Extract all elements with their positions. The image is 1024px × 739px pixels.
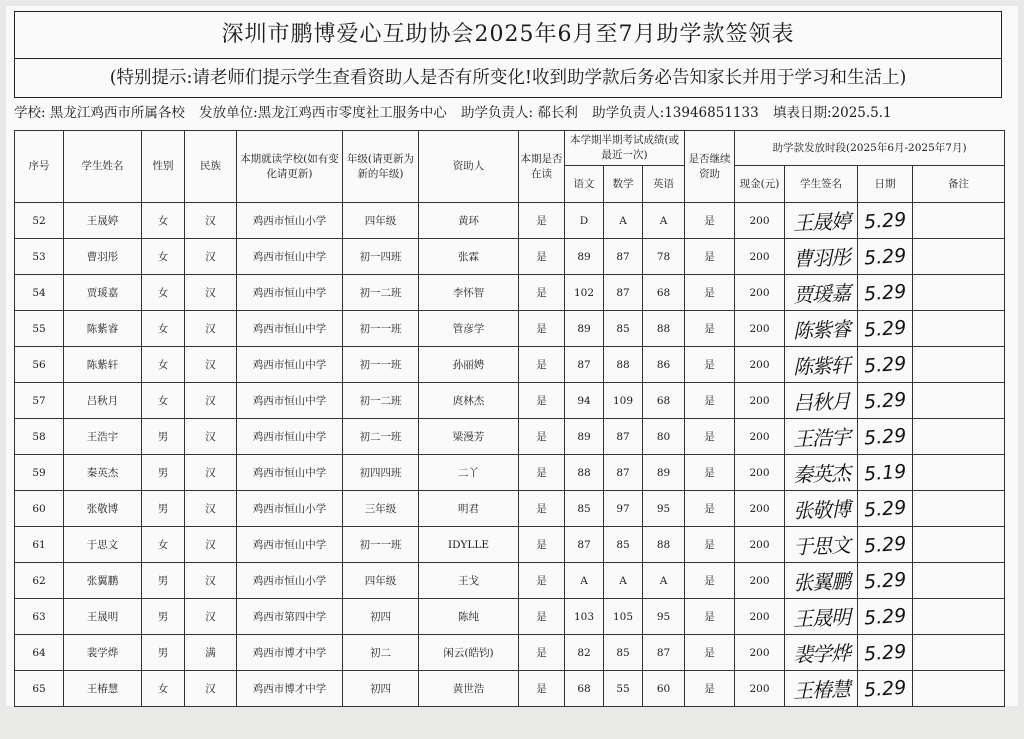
cell-date [858, 275, 913, 311]
handwritten-date: 5.29 [863, 496, 907, 521]
header-english: 英语 [643, 166, 685, 203]
cell-gender: 男 [142, 563, 185, 599]
cell-remarks [913, 203, 1005, 239]
form-title: 深圳市鹏博爱心互助协会2025年6月至7月助学款签领表 [14, 11, 1002, 58]
cell-date [858, 383, 913, 419]
cell-english: 68 [643, 275, 685, 311]
cell-remarks [913, 563, 1005, 599]
cell-ethnicity: 汉 [185, 311, 237, 347]
handwritten-signature: 王椿慧 [792, 677, 850, 703]
cell-math: 85 [604, 311, 643, 347]
cell-math: 85 [604, 635, 643, 671]
handwritten-date: 5.29 [863, 424, 907, 449]
cell-cash: 200 [735, 527, 785, 563]
cell-ethnicity: 汉 [185, 383, 237, 419]
cell-signature [785, 491, 858, 527]
cell-english: 95 [643, 491, 685, 527]
cell-math: 85 [604, 527, 643, 563]
cell-date [858, 491, 913, 527]
cell-cash: 200 [735, 599, 785, 635]
cell-date [858, 599, 913, 635]
cell-date [858, 455, 913, 491]
cell-continue: 是 [685, 599, 735, 635]
cell-sponsor: 黄世浩 [419, 671, 519, 707]
cell-date [858, 311, 913, 347]
cell-school: 鸡西市恒山小学 [237, 491, 343, 527]
cell-no: 63 [15, 599, 64, 635]
header-gender: 性别 [142, 131, 185, 203]
aid-table [14, 130, 1005, 707]
cell-enrolled: 是 [519, 455, 565, 491]
handwritten-date: 5.29 [863, 316, 907, 341]
cell-english: A [643, 203, 685, 239]
cell-no: 62 [15, 563, 64, 599]
cell-sponsor: 黄环 [419, 203, 519, 239]
cell-english: 80 [643, 419, 685, 455]
cell-grade: 初一二班 [343, 275, 419, 311]
cell-english: 89 [643, 455, 685, 491]
handwritten-date: 5.29 [863, 568, 907, 593]
table-row [15, 599, 1005, 635]
cell-enrolled: 是 [519, 275, 565, 311]
cell-remarks [913, 383, 1005, 419]
cell-signature [785, 419, 858, 455]
handwritten-signature: 王晟婷 [792, 209, 850, 235]
table-row [15, 239, 1005, 275]
cell-name: 吕秋月 [64, 383, 142, 419]
cell-name: 陈紫睿 [64, 311, 142, 347]
cell-remarks [913, 527, 1005, 563]
cell-sponsor: 闲云(皓钧) [419, 635, 519, 671]
cell-school: 鸡西市恒山小学 [237, 203, 343, 239]
header-no: 序号 [15, 131, 64, 203]
handwritten-date: 5.29 [863, 208, 907, 233]
table-row [15, 671, 1005, 707]
cell-gender: 女 [142, 311, 185, 347]
cell-grade: 初一一班 [343, 311, 419, 347]
cell-gender: 女 [142, 203, 185, 239]
issuer-info: 发放单位:黑龙江鸡西市零度社工服务中心 [199, 105, 447, 121]
cell-enrolled: 是 [519, 491, 565, 527]
cell-name: 曹羽彤 [64, 239, 142, 275]
cell-no: 65 [15, 671, 64, 707]
cell-gender: 男 [142, 419, 185, 455]
cell-gender: 女 [142, 347, 185, 383]
cell-date [858, 239, 913, 275]
cell-cash: 200 [735, 383, 785, 419]
table-row [15, 383, 1005, 419]
header-remarks: 备注 [913, 166, 1005, 203]
cell-remarks [913, 347, 1005, 383]
cell-grade: 初一一班 [343, 347, 419, 383]
cell-chinese: 88 [565, 455, 604, 491]
cell-ethnicity: 汉 [185, 527, 237, 563]
handwritten-date: 5.29 [863, 604, 907, 629]
form-info-line [14, 98, 1004, 128]
cell-gender: 女 [142, 527, 185, 563]
cell-english: 95 [643, 599, 685, 635]
handwritten-signature: 贾瑗嘉 [792, 281, 850, 307]
cell-math: 109 [604, 383, 643, 419]
handwritten-date: 5.29 [863, 640, 907, 665]
cell-name: 张翼鹏 [64, 563, 142, 599]
cell-enrolled: 是 [519, 239, 565, 275]
header-school: 本期就读学校(如有变化请更新) [237, 131, 343, 203]
header-sponsor: 资助人 [419, 131, 519, 203]
cell-cash: 200 [735, 455, 785, 491]
cell-signature [785, 239, 858, 275]
cell-no: 61 [15, 527, 64, 563]
cell-remarks [913, 599, 1005, 635]
handwritten-date: 5.29 [863, 280, 907, 305]
cell-signature [785, 275, 858, 311]
cell-chinese: 89 [565, 311, 604, 347]
handwritten-signature: 张翼鹏 [792, 569, 850, 595]
cell-continue: 是 [685, 419, 735, 455]
cell-school: 鸡西市恒山中学 [237, 419, 343, 455]
cell-no: 53 [15, 239, 64, 275]
cell-continue: 是 [685, 311, 735, 347]
cell-chinese: 68 [565, 671, 604, 707]
cell-no: 59 [15, 455, 64, 491]
handwritten-date: 5.29 [863, 676, 907, 701]
cell-sponsor: 庹林杰 [419, 383, 519, 419]
table-row [15, 527, 1005, 563]
cell-name: 于思文 [64, 527, 142, 563]
manager-phone: 助学负责人:13946851133 [592, 105, 759, 121]
header-date: 日期 [858, 166, 913, 203]
cell-school: 鸡西市恒山小学 [237, 563, 343, 599]
cell-name: 王晟婷 [64, 203, 142, 239]
cell-enrolled: 是 [519, 203, 565, 239]
cell-sponsor: 王戈 [419, 563, 519, 599]
school-info: 学校: 黑龙江鸡西市所属各校 [14, 105, 185, 121]
cell-school: 鸡西市第四中学 [237, 599, 343, 635]
cell-continue: 是 [685, 347, 735, 383]
cell-enrolled: 是 [519, 599, 565, 635]
cell-no: 64 [15, 635, 64, 671]
cell-remarks [913, 239, 1005, 275]
cell-ethnicity: 汉 [185, 563, 237, 599]
handwritten-signature: 曹羽彤 [792, 245, 850, 271]
cell-chinese: 89 [565, 419, 604, 455]
cell-cash: 200 [735, 203, 785, 239]
cell-school: 鸡西市博才中学 [237, 671, 343, 707]
cell-english: 60 [643, 671, 685, 707]
cell-chinese: D [565, 203, 604, 239]
cell-sponsor: 张霖 [419, 239, 519, 275]
cell-ethnicity: 汉 [185, 203, 237, 239]
cell-signature [785, 635, 858, 671]
cell-continue: 是 [685, 239, 735, 275]
cell-date [858, 563, 913, 599]
cell-gender: 男 [142, 455, 185, 491]
cell-math: 87 [604, 275, 643, 311]
cell-date [858, 527, 913, 563]
table-row [15, 635, 1005, 671]
cell-chinese: 87 [565, 527, 604, 563]
cell-continue: 是 [685, 203, 735, 239]
cell-grade: 初二 [343, 635, 419, 671]
cell-signature [785, 455, 858, 491]
cell-signature [785, 347, 858, 383]
cell-cash: 200 [735, 419, 785, 455]
cell-ethnicity: 满 [185, 635, 237, 671]
cell-enrolled: 是 [519, 419, 565, 455]
table-row [15, 563, 1005, 599]
table-row [15, 347, 1005, 383]
header-chinese: 语文 [565, 166, 604, 203]
cell-school: 鸡西市博才中学 [237, 635, 343, 671]
table-row [15, 311, 1005, 347]
cell-continue: 是 [685, 455, 735, 491]
cell-english: 88 [643, 527, 685, 563]
cell-ethnicity: 汉 [185, 491, 237, 527]
cell-no: 54 [15, 275, 64, 311]
manager-name: 助学负责人: 郗长利 [461, 105, 578, 121]
cell-english: 68 [643, 383, 685, 419]
cell-gender: 女 [142, 275, 185, 311]
cell-english: 86 [643, 347, 685, 383]
cell-sponsor: 陈纯 [419, 599, 519, 635]
cell-math: 88 [604, 347, 643, 383]
cell-sponsor: 明君 [419, 491, 519, 527]
cell-ethnicity: 汉 [185, 275, 237, 311]
cell-ethnicity: 汉 [185, 347, 237, 383]
cell-ethnicity: 汉 [185, 671, 237, 707]
cell-continue: 是 [685, 635, 735, 671]
cell-cash: 200 [735, 311, 785, 347]
form-sheet [6, 6, 1018, 706]
cell-school: 鸡西市恒山中学 [237, 311, 343, 347]
cell-cash: 200 [735, 275, 785, 311]
cell-ethnicity: 汉 [185, 419, 237, 455]
cell-cash: 200 [735, 671, 785, 707]
cell-grade: 四年级 [343, 203, 419, 239]
cell-chinese: 87 [565, 347, 604, 383]
header-grade: 年级(请更新为新的年级) [343, 131, 419, 203]
cell-enrolled: 是 [519, 635, 565, 671]
cell-english: A [643, 563, 685, 599]
cell-grade: 初四四班 [343, 455, 419, 491]
cell-school: 鸡西市恒山中学 [237, 455, 343, 491]
cell-signature [785, 563, 858, 599]
cell-no: 60 [15, 491, 64, 527]
cell-signature [785, 311, 858, 347]
handwritten-date: 5.19 [863, 460, 907, 485]
table-row [15, 203, 1005, 239]
cell-no: 55 [15, 311, 64, 347]
cell-signature [785, 383, 858, 419]
cell-sponsor: 梁漫芳 [419, 419, 519, 455]
cell-signature [785, 599, 858, 635]
handwritten-signature: 裴学烨 [792, 641, 850, 667]
handwritten-signature: 张敬博 [792, 497, 850, 523]
handwritten-signature: 吕秋月 [792, 389, 850, 415]
cell-math: 87 [604, 239, 643, 275]
cell-math: 55 [604, 671, 643, 707]
cell-gender: 男 [142, 599, 185, 635]
cell-sponsor: 李怀智 [419, 275, 519, 311]
cell-chinese: 103 [565, 599, 604, 635]
handwritten-date: 5.29 [863, 244, 907, 269]
cell-name: 张敬博 [64, 491, 142, 527]
cell-sponsor: IDYLLE [419, 527, 519, 563]
handwritten-date: 5.29 [863, 352, 907, 377]
cell-english: 88 [643, 311, 685, 347]
cell-enrolled: 是 [519, 563, 565, 599]
header-scores: 本学期半期考试成绩(或最近一次) [565, 131, 685, 166]
cell-sponsor: 管彦学 [419, 311, 519, 347]
cell-ethnicity: 汉 [185, 599, 237, 635]
header-period: 助学款发放时段(2025年6月-2025年7月) [735, 131, 1005, 166]
cell-chinese: 85 [565, 491, 604, 527]
cell-date [858, 347, 913, 383]
cell-math: 87 [604, 455, 643, 491]
cell-enrolled: 是 [519, 383, 565, 419]
header-name: 学生姓名 [64, 131, 142, 203]
cell-school: 鸡西市恒山中学 [237, 239, 343, 275]
cell-school: 鸡西市恒山中学 [237, 275, 343, 311]
cell-math: A [604, 203, 643, 239]
cell-school: 鸡西市恒山中学 [237, 347, 343, 383]
cell-signature [785, 203, 858, 239]
cell-enrolled: 是 [519, 347, 565, 383]
cell-grade: 初二一班 [343, 419, 419, 455]
cell-cash: 200 [735, 635, 785, 671]
cell-continue: 是 [685, 527, 735, 563]
cell-cash: 200 [735, 239, 785, 275]
cell-chinese: 82 [565, 635, 604, 671]
cell-remarks [913, 671, 1005, 707]
cell-no: 52 [15, 203, 64, 239]
cell-name: 贾瑗嘉 [64, 275, 142, 311]
handwritten-signature: 陈紫睿 [792, 317, 850, 343]
cell-gender: 女 [142, 239, 185, 275]
cell-enrolled: 是 [519, 671, 565, 707]
cell-chinese: 102 [565, 275, 604, 311]
handwritten-signature: 秦英杰 [792, 461, 850, 487]
cell-grade: 三年级 [343, 491, 419, 527]
cell-signature [785, 671, 858, 707]
cell-remarks [913, 419, 1005, 455]
handwritten-date: 5.29 [863, 532, 907, 557]
cell-grade: 初一一班 [343, 527, 419, 563]
header-ethnicity: 民族 [185, 131, 237, 203]
handwritten-signature: 王浩宇 [792, 425, 850, 451]
cell-gender: 女 [142, 671, 185, 707]
special-notice: (特别提示:请老师们提示学生查看资助人是否有所变化!收到助学款后务必告知家长并用于学习和生活上) [14, 58, 1002, 98]
cell-remarks [913, 311, 1005, 347]
cell-name: 秦英杰 [64, 455, 142, 491]
cell-english: 78 [643, 239, 685, 275]
cell-gender: 女 [142, 383, 185, 419]
table-row [15, 455, 1005, 491]
cell-english: 87 [643, 635, 685, 671]
cell-name: 王晟明 [64, 599, 142, 635]
table-row [15, 419, 1005, 455]
cell-cash: 200 [735, 563, 785, 599]
cell-date [858, 419, 913, 455]
cell-signature [785, 527, 858, 563]
cell-chinese: 94 [565, 383, 604, 419]
cell-enrolled: 是 [519, 527, 565, 563]
cell-name: 王浩宇 [64, 419, 142, 455]
fill-date: 填表日期:2025.5.1 [772, 105, 892, 121]
header-enrolled: 本期是否在读 [519, 131, 565, 203]
table-row [15, 491, 1005, 527]
cell-name: 裴学烨 [64, 635, 142, 671]
cell-sponsor: 孙丽娉 [419, 347, 519, 383]
cell-no: 56 [15, 347, 64, 383]
cell-gender: 男 [142, 635, 185, 671]
cell-enrolled: 是 [519, 311, 565, 347]
cell-name: 陈紫轩 [64, 347, 142, 383]
cell-remarks [913, 455, 1005, 491]
cell-grade: 初四 [343, 599, 419, 635]
handwritten-signature: 于思文 [792, 533, 850, 559]
cell-name: 王椿慧 [64, 671, 142, 707]
cell-grade: 初一二班 [343, 383, 419, 419]
cell-gender: 男 [142, 491, 185, 527]
cell-no: 58 [15, 419, 64, 455]
cell-ethnicity: 汉 [185, 455, 237, 491]
cell-remarks [913, 491, 1005, 527]
cell-cash: 200 [735, 347, 785, 383]
cell-chinese: 89 [565, 239, 604, 275]
cell-continue: 是 [685, 383, 735, 419]
cell-remarks [913, 635, 1005, 671]
cell-continue: 是 [685, 275, 735, 311]
cell-cash: 200 [735, 491, 785, 527]
cell-school: 鸡西市恒山中学 [237, 527, 343, 563]
cell-grade: 初一四班 [343, 239, 419, 275]
cell-grade: 四年级 [343, 563, 419, 599]
header-continue: 是否继续资助 [685, 131, 735, 203]
cell-math: 97 [604, 491, 643, 527]
cell-math: A [604, 563, 643, 599]
cell-remarks [913, 275, 1005, 311]
header-cash: 现金(元) [735, 166, 785, 203]
cell-math: 105 [604, 599, 643, 635]
table-row [15, 275, 1005, 311]
cell-continue: 是 [685, 671, 735, 707]
cell-date [858, 635, 913, 671]
cell-chinese: A [565, 563, 604, 599]
cell-date [858, 203, 913, 239]
cell-continue: 是 [685, 563, 735, 599]
cell-date [858, 671, 913, 707]
cell-no: 57 [15, 383, 64, 419]
cell-school: 鸡西市恒山中学 [237, 383, 343, 419]
cell-sponsor: 二丫 [419, 455, 519, 491]
cell-continue: 是 [685, 491, 735, 527]
handwritten-signature: 陈紫轩 [792, 353, 850, 379]
cell-ethnicity: 汉 [185, 239, 237, 275]
header-signature: 学生签名 [785, 166, 858, 203]
cell-grade: 初四 [343, 671, 419, 707]
handwritten-signature: 王晟明 [792, 605, 850, 631]
cell-math: 87 [604, 419, 643, 455]
header-math: 数学 [604, 166, 643, 203]
handwritten-date: 5.29 [863, 388, 907, 413]
